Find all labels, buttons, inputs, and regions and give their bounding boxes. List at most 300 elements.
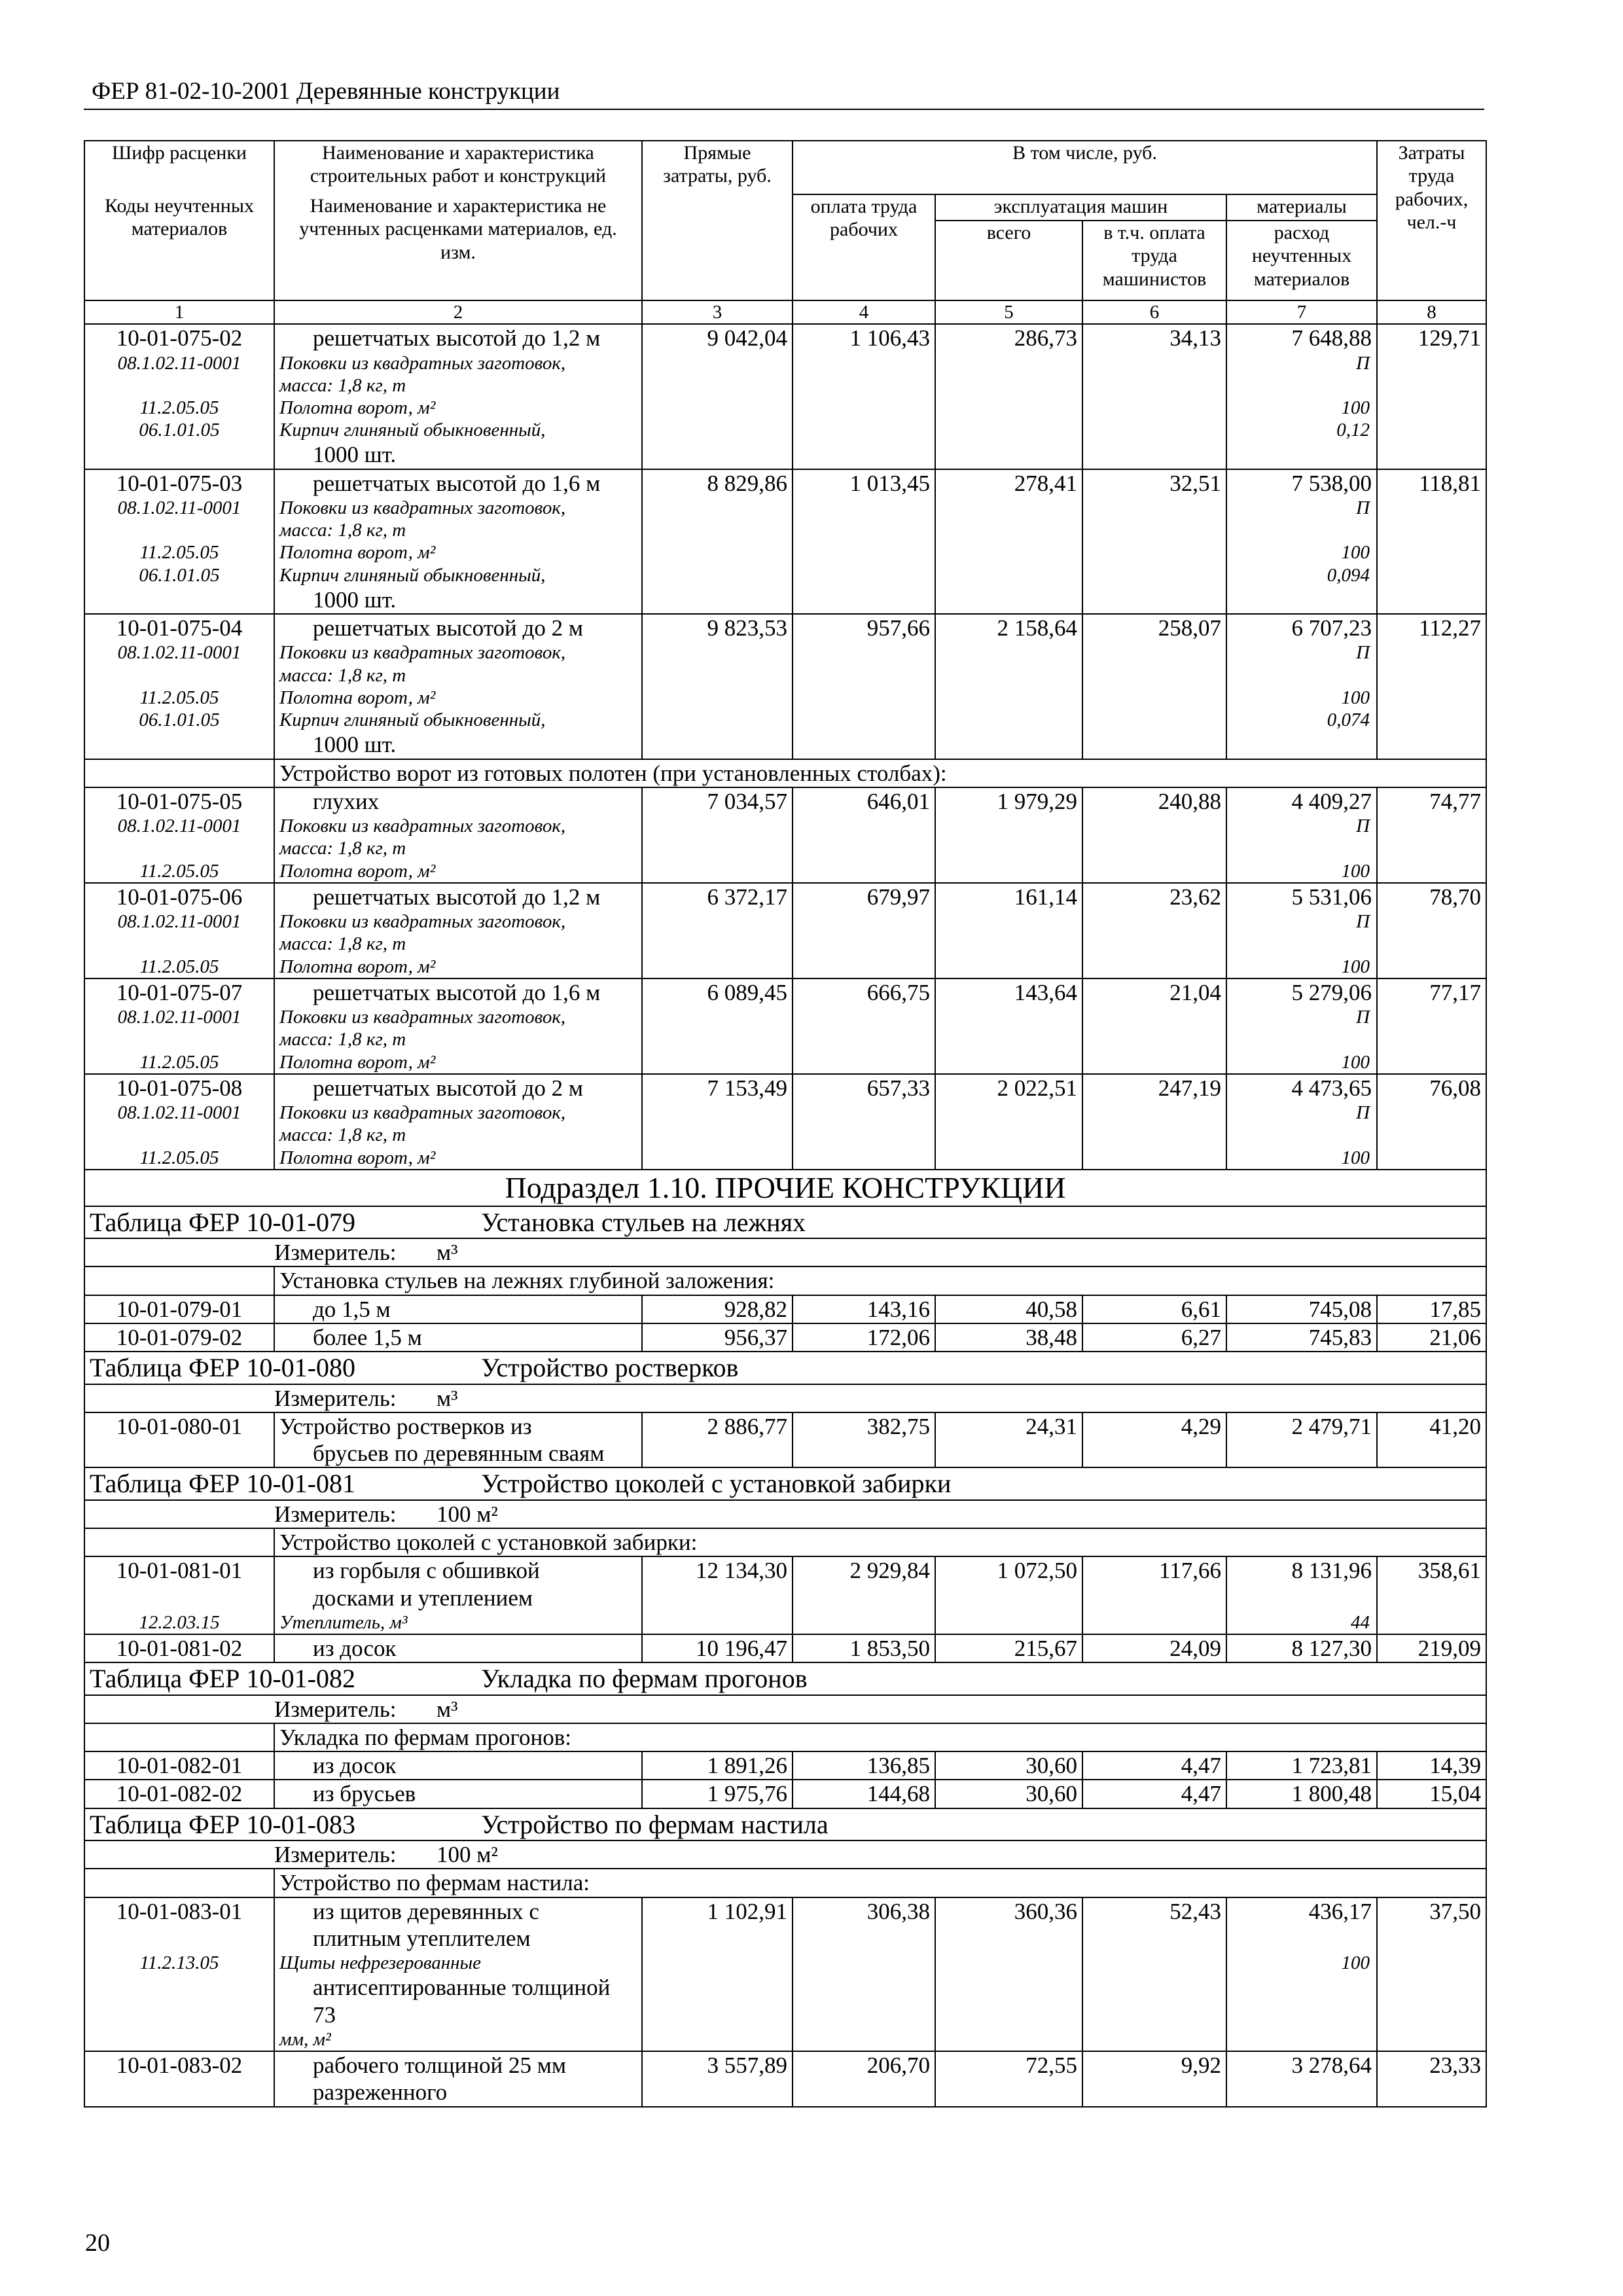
value-machines: 40,58: [935, 1295, 1082, 1323]
group-code-empty: [84, 1528, 274, 1556]
rate-name: глухих: [274, 787, 642, 815]
table-row: [84, 519, 1486, 541]
table-row: [84, 1147, 1486, 1170]
value-machines: [935, 1440, 1082, 1467]
value-machines: 1 072,50: [935, 1556, 1082, 1584]
subsection-title: Подраздел 1.10. ПРОЧИЕ КОНСТРУКЦИИ: [84, 1170, 1486, 1206]
value-materials: П: [1226, 1006, 1377, 1028]
col-machines: эксплуатация машин: [935, 194, 1226, 221]
value-machines: [935, 586, 1082, 614]
value-direct: 7 034,57: [642, 787, 793, 815]
table-row: [84, 1869, 1486, 1897]
table-row: [84, 1611, 1486, 1634]
table-row: [84, 837, 1486, 859]
value-direct: [642, 1102, 793, 1124]
value-materials: [1226, 2079, 1377, 2106]
value-materials: 4 409,27: [1226, 787, 1377, 815]
value-labor: [1377, 2079, 1486, 2106]
col-number: 3: [642, 300, 793, 324]
measure-cell: [84, 1500, 1486, 1528]
value-machines: 2 158,64: [935, 614, 1082, 641]
value-labor-pay: [793, 1147, 935, 1170]
value-labor: 78,70: [1377, 883, 1486, 910]
measure-cell: [84, 1695, 1486, 1723]
rate-code: 10-01-081-01: [84, 1556, 274, 1584]
col-name-unlisted: Наименование и характеристика не учтенных расценками материалов, ед. изм.: [274, 194, 642, 300]
value-labor-pay: 382,75: [793, 1412, 935, 1440]
measure-unit: м³: [437, 1696, 458, 1722]
value-direct: [642, 419, 793, 441]
rate-name: Поковки из квадратных заготовок,: [274, 1006, 642, 1028]
value-materials: [1226, 586, 1377, 614]
value-labor: [1377, 1611, 1486, 1634]
value-machinists: 4,47: [1082, 1751, 1226, 1780]
value-machines: [935, 419, 1082, 441]
table-row: [84, 759, 1486, 787]
rate-name: 1000 шт.: [274, 586, 642, 614]
value-labor-pay: 957,66: [793, 614, 935, 641]
rate-name: Кирпич глиняный обыкновенный,: [274, 564, 642, 586]
value-labor: 219,09: [1377, 1634, 1486, 1662]
table-row: [84, 1780, 1486, 1808]
rate-code: [84, 2079, 274, 2106]
value-machines: [935, 352, 1082, 374]
value-machines: [935, 815, 1082, 837]
table-body: [84, 324, 1486, 2107]
value-direct: [642, 1006, 793, 1028]
value-materials: [1226, 1925, 1377, 1952]
table-row: [84, 1102, 1486, 1124]
table-number: Таблица ФЕР 10-01-081: [90, 1469, 355, 1499]
table-caption: Устройство цоколей с установкой забирки: [481, 1469, 952, 1499]
table-title-cell: [84, 1662, 1486, 1695]
rate-code: 11.2.05.05: [84, 1051, 274, 1074]
value-machines: [935, 1147, 1082, 1170]
value-materials: 100: [1226, 687, 1377, 709]
value-machines: [935, 837, 1082, 859]
value-machines: [935, 641, 1082, 664]
col-number: 6: [1082, 300, 1226, 324]
value-machines: [935, 910, 1082, 933]
table-row: [84, 1266, 1486, 1295]
table-row: [84, 1528, 1486, 1556]
value-direct: [642, 541, 793, 564]
value-labor-pay: [793, 1006, 935, 1028]
rate-code: 10-01-075-02: [84, 324, 274, 351]
table-row: [84, 586, 1486, 614]
value-labor: [1377, 564, 1486, 586]
table-row: [84, 1467, 1486, 1499]
value-materials: 8 127,30: [1226, 1634, 1377, 1662]
table-number: Таблица ФЕР 10-01-082: [90, 1664, 355, 1694]
value-direct: [642, 709, 793, 731]
value-labor: 15,04: [1377, 1780, 1486, 1808]
value-machines: 2 022,51: [935, 1074, 1082, 1102]
value-labor: [1377, 2028, 1486, 2051]
value-direct: [642, 397, 793, 419]
value-labor: [1377, 541, 1486, 564]
col-number: 2: [274, 300, 642, 324]
value-direct: 12 134,30: [642, 1556, 793, 1584]
value-labor-pay: [793, 519, 935, 541]
rate-name: Поковки из квадратных заготовок,: [274, 641, 642, 664]
rate-code: 06.1.01.05: [84, 709, 274, 731]
value-machines: 161,14: [935, 883, 1082, 910]
value-labor-pay: [793, 1028, 935, 1050]
value-machinists: [1082, 1124, 1226, 1146]
rate-code: 11.2.05.05: [84, 397, 274, 419]
value-labor: 112,27: [1377, 614, 1486, 641]
rate-name: Кирпич глиняный обыкновенный,: [274, 419, 642, 441]
value-labor: [1377, 731, 1486, 759]
value-direct: [642, 1952, 793, 1974]
value-machines: 143,64: [935, 978, 1082, 1006]
rate-name: решетчатых высотой до 1,6 м: [274, 469, 642, 497]
table-caption: Устройство ростверков: [481, 1353, 739, 1383]
rate-code: 10-01-079-02: [84, 1323, 274, 1352]
rate-name: Поковки из квадратных заготовок,: [274, 497, 642, 519]
rate-name: Кирпич глиняный обыкновенный,: [274, 709, 642, 731]
value-direct: 7 153,49: [642, 1074, 793, 1102]
value-machines: [935, 933, 1082, 955]
value-labor-pay: [793, 641, 935, 664]
value-direct: 6 372,17: [642, 883, 793, 910]
value-direct: 1 975,76: [642, 1780, 793, 1808]
value-machinists: 4,47: [1082, 1780, 1226, 1808]
value-labor: [1377, 1952, 1486, 1974]
value-machinists: [1082, 586, 1226, 614]
col-labor: Затраты труда рабочих, чел.-ч: [1377, 141, 1486, 300]
value-labor-pay: [793, 1952, 935, 1974]
value-labor: [1377, 1147, 1486, 1170]
value-direct: [642, 441, 793, 469]
value-machinists: 247,19: [1082, 1074, 1226, 1102]
value-machinists: [1082, 1925, 1226, 1952]
value-labor: 37,50: [1377, 1897, 1486, 1925]
rate-code: 08.1.02.11-0001: [84, 497, 274, 519]
rate-code: [84, 1925, 274, 1952]
rate-code: 08.1.02.11-0001: [84, 1102, 274, 1124]
value-labor-pay: [793, 352, 935, 374]
rate-name: досками и утеплением: [274, 1585, 642, 1611]
rate-name: из брусьев: [274, 1780, 642, 1808]
value-direct: [642, 1440, 793, 1467]
value-machines: [935, 1006, 1082, 1028]
value-machinists: 240,88: [1082, 787, 1226, 815]
value-labor-pay: [793, 1124, 935, 1146]
value-direct: [642, 586, 793, 614]
value-materials: 1 723,81: [1226, 1751, 1377, 1780]
value-materials: [1226, 933, 1377, 955]
value-labor-pay: [793, 664, 935, 687]
rate-code: 06.1.01.05: [84, 564, 274, 586]
value-machines: [935, 1952, 1082, 1974]
measure-label: Измеритель:: [274, 1501, 397, 1527]
value-materials: [1226, 1440, 1377, 1467]
table-row: [84, 614, 1486, 641]
rate-name: плитным утеплителем: [274, 1925, 642, 1952]
value-labor: [1377, 1974, 1486, 2028]
value-machinists: [1082, 1611, 1226, 1634]
value-labor-pay: [793, 419, 935, 441]
value-direct: 1 102,91: [642, 1897, 793, 1925]
value-labor: [1377, 419, 1486, 441]
header-rule: [84, 109, 1484, 110]
rate-code: 08.1.02.11-0001: [84, 1006, 274, 1028]
rate-code: 11.2.05.05: [84, 1147, 274, 1170]
rate-code: [84, 1124, 274, 1146]
value-machines: [935, 709, 1082, 731]
value-machines: [935, 397, 1082, 419]
value-labor: [1377, 1440, 1486, 1467]
rate-name: до 1,5 м: [274, 1295, 642, 1323]
table-title-cell: [84, 1206, 1486, 1238]
col-name: Наименование и характеристика строительных работ и конструкций: [274, 141, 642, 194]
rate-code: 10-01-075-08: [84, 1074, 274, 1102]
rate-name: Полотна ворот, м²: [274, 397, 642, 419]
value-direct: [642, 815, 793, 837]
table-row: [84, 1695, 1486, 1723]
rate-name: Поковки из квадратных заготовок,: [274, 1102, 642, 1124]
value-labor-pay: [793, 1974, 935, 2028]
value-machinists: [1082, 933, 1226, 955]
rate-code: 10-01-075-04: [84, 614, 274, 641]
table-row: [84, 352, 1486, 374]
value-labor-pay: 657,33: [793, 1074, 935, 1102]
rate-code: [84, 2028, 274, 2051]
value-labor-pay: 646,01: [793, 787, 935, 815]
value-machines: [935, 1028, 1082, 1050]
col-machines-total: всего: [935, 221, 1082, 300]
value-machinists: [1082, 731, 1226, 759]
measure-label: Измеритель:: [274, 1696, 397, 1722]
value-machines: [935, 1102, 1082, 1124]
rate-code: 08.1.02.11-0001: [84, 910, 274, 933]
value-materials: [1226, 1124, 1377, 1146]
measure-unit: 100 м²: [437, 1841, 498, 1867]
group-heading: Устройство ворот из готовых полотен (при установленных столбах):: [274, 759, 1486, 787]
table-row: [84, 1384, 1486, 1412]
rate-code: [84, 441, 274, 469]
value-machines: [935, 731, 1082, 759]
value-machinists: [1082, 1974, 1226, 2028]
value-materials: 5 531,06: [1226, 883, 1377, 910]
value-labor-pay: [793, 933, 935, 955]
table-row: [84, 1206, 1486, 1238]
value-machinists: 4,29: [1082, 1412, 1226, 1440]
value-machinists: 52,43: [1082, 1897, 1226, 1925]
value-labor-pay: [793, 1102, 935, 1124]
value-labor-pay: [793, 441, 935, 469]
value-machinists: [1082, 352, 1226, 374]
table-row: [84, 1662, 1486, 1695]
value-labor: 74,77: [1377, 787, 1486, 815]
table-row: [84, 664, 1486, 687]
value-labor: [1377, 815, 1486, 837]
value-direct: [642, 1611, 793, 1634]
rate-name: масса: 1,8 кг, т: [274, 1028, 642, 1050]
value-direct: 956,37: [642, 1323, 793, 1352]
value-machinists: [1082, 910, 1226, 933]
value-materials: 1 800,48: [1226, 1780, 1377, 1808]
rate-name: более 1,5 м: [274, 1323, 642, 1352]
rate-code: 10-01-075-07: [84, 978, 274, 1006]
col-labor-pay: оплата труда рабочих: [793, 194, 935, 300]
value-machines: [935, 1585, 1082, 1611]
value-materials: 100: [1226, 956, 1377, 978]
running-head: ФЕР 81-02-10-2001 Деревянные конструкции: [92, 78, 560, 105]
rate-name: Утеплитель, м³: [274, 1611, 642, 1634]
value-labor: 118,81: [1377, 469, 1486, 497]
value-machinists: [1082, 1028, 1226, 1050]
table-caption: Установка стульев на лежнях: [481, 1208, 806, 1237]
page-number: 20: [85, 2229, 110, 2257]
rate-code: [84, 1585, 274, 1611]
rate-code: 10-01-082-02: [84, 1780, 274, 1808]
value-labor-pay: [793, 497, 935, 519]
table-row: [84, 397, 1486, 419]
value-labor: [1377, 910, 1486, 933]
table-row: [84, 2028, 1486, 2051]
measure-cell: [84, 1840, 1486, 1869]
value-machines: [935, 1925, 1082, 1952]
value-labor: [1377, 837, 1486, 859]
rate-code: [84, 1974, 274, 2028]
table-row: [84, 731, 1486, 759]
rate-name: Щиты нефрезерованные: [274, 1952, 642, 1974]
value-machines: [935, 541, 1082, 564]
value-materials: 8 131,96: [1226, 1556, 1377, 1584]
value-materials: [1226, 441, 1377, 469]
value-machines: [935, 2079, 1082, 2106]
rate-code: 06.1.01.05: [84, 419, 274, 441]
rate-code: [84, 519, 274, 541]
value-machinists: [1082, 956, 1226, 978]
value-labor: 77,17: [1377, 978, 1486, 1006]
value-labor: [1377, 1124, 1486, 1146]
value-labor: [1377, 709, 1486, 731]
rate-code: 08.1.02.11-0001: [84, 815, 274, 837]
measure-label: Измеритель:: [274, 1841, 397, 1867]
value-machinists: [1082, 837, 1226, 859]
value-materials: 100: [1226, 860, 1377, 883]
rate-name: Полотна ворот, м²: [274, 541, 642, 564]
value-labor-pay: 172,06: [793, 1323, 935, 1352]
value-labor: [1377, 1051, 1486, 1074]
rate-name: решетчатых высотой до 2 м: [274, 1074, 642, 1102]
value-materials: [1226, 837, 1377, 859]
table-row: [84, 1028, 1486, 1050]
rate-code: 12.2.03.15: [84, 1611, 274, 1634]
rate-code: 11.2.05.05: [84, 687, 274, 709]
value-labor-pay: [793, 731, 935, 759]
value-direct: 928,82: [642, 1295, 793, 1323]
value-labor: [1377, 641, 1486, 664]
value-machinists: 21,04: [1082, 978, 1226, 1006]
table-row: [84, 564, 1486, 586]
rate-code: 08.1.02.11-0001: [84, 352, 274, 374]
rate-code: 10-01-079-01: [84, 1295, 274, 1323]
value-machinists: 6,27: [1082, 1323, 1226, 1352]
rate-name: разреженного: [274, 2079, 642, 2106]
value-labor-pay: [793, 397, 935, 419]
table-row: [84, 1323, 1486, 1352]
col-code: Шифр расценки: [84, 141, 274, 194]
value-direct: [642, 860, 793, 883]
table-title-cell: [84, 1808, 1486, 1840]
value-direct: [642, 1925, 793, 1952]
table-row: [84, 441, 1486, 469]
table-row: [84, 641, 1486, 664]
rate-code: 11.2.05.05: [84, 956, 274, 978]
rate-name: Полотна ворот, м²: [274, 687, 642, 709]
table-row: [84, 497, 1486, 519]
table-row: [84, 1840, 1486, 1869]
value-materials: П: [1226, 352, 1377, 374]
value-labor-pay: [793, 709, 935, 731]
col-direct: Прямые затраты, руб.: [642, 141, 793, 300]
value-machines: 215,67: [935, 1634, 1082, 1662]
rate-code: 10-01-075-06: [84, 883, 274, 910]
value-direct: [642, 956, 793, 978]
value-machines: 1 979,29: [935, 787, 1082, 815]
value-labor-pay: [793, 837, 935, 859]
value-machinists: [1082, 497, 1226, 519]
table-row: [84, 1808, 1486, 1840]
value-machinists: [1082, 860, 1226, 883]
value-direct: 3 557,89: [642, 2051, 793, 2079]
value-labor: [1377, 397, 1486, 419]
rate-name: рабочего толщиной 25 мм: [274, 2051, 642, 2079]
value-machinists: 24,09: [1082, 1634, 1226, 1662]
value-direct: [642, 519, 793, 541]
value-materials: П: [1226, 1102, 1377, 1124]
value-materials: 0,12: [1226, 419, 1377, 441]
value-materials: 5 279,06: [1226, 978, 1377, 1006]
table-row: [84, 541, 1486, 564]
table-row: [84, 956, 1486, 978]
col-number: 5: [935, 300, 1082, 324]
rate-name: Поковки из квадратных заготовок,: [274, 352, 642, 374]
rate-code: 10-01-083-02: [84, 2051, 274, 2079]
table-title-cell: [84, 1467, 1486, 1499]
value-direct: 9 823,53: [642, 614, 793, 641]
col-code-unlisted: Коды неучтенных материалов: [84, 194, 274, 300]
value-labor-pay: [793, 564, 935, 586]
col-number: 7: [1226, 300, 1377, 324]
value-labor-pay: [793, 1440, 935, 1467]
value-labor-pay: 143,16: [793, 1295, 935, 1323]
rate-name: масса: 1,8 кг, т: [274, 664, 642, 687]
value-direct: [642, 933, 793, 955]
value-direct: 9 042,04: [642, 324, 793, 351]
value-materials: [1226, 2028, 1377, 2051]
col-number: 4: [793, 300, 935, 324]
value-labor-pay: [793, 2079, 935, 2106]
value-labor: 23,33: [1377, 2051, 1486, 2079]
value-machines: [935, 1974, 1082, 2028]
rate-name: мм, м²: [274, 2028, 642, 2051]
value-labor-pay: 1 853,50: [793, 1634, 935, 1662]
value-materials: 0,074: [1226, 709, 1377, 731]
value-machines: 30,60: [935, 1780, 1082, 1808]
value-machinists: [1082, 1102, 1226, 1124]
value-machines: [935, 497, 1082, 519]
rate-code: [84, 1440, 274, 1467]
value-machines: [935, 1124, 1082, 1146]
rate-name: Поковки из квадратных заготовок,: [274, 815, 642, 837]
value-labor: [1377, 860, 1486, 883]
